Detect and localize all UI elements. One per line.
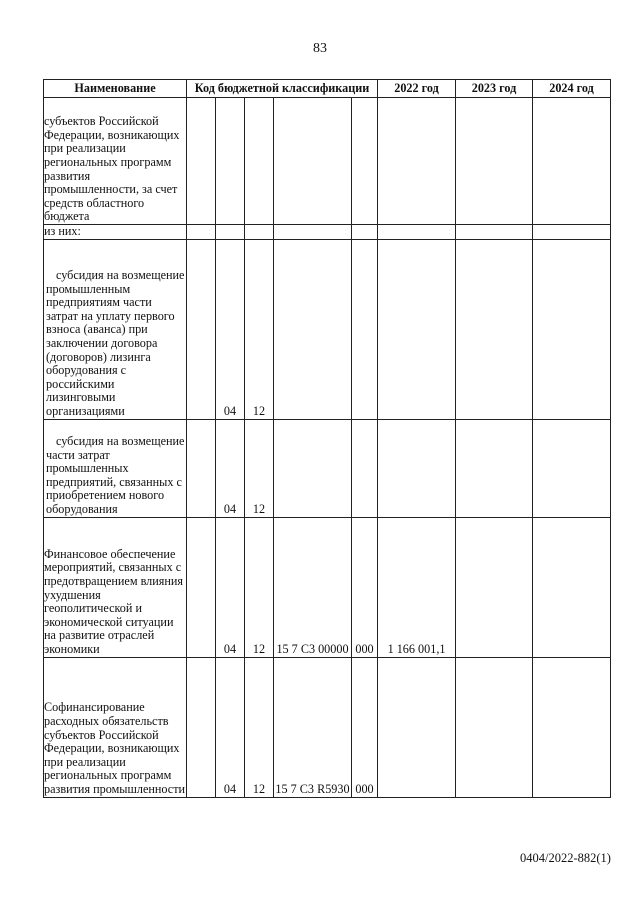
code-section: 04 (216, 239, 245, 419)
code-section (216, 225, 245, 240)
header-2024: 2024 год (533, 80, 611, 98)
value-2024 (533, 419, 611, 517)
value-2022: 1 166 001,1 (378, 517, 456, 657)
value-2022 (378, 225, 456, 240)
header-code: Код бюджетной классификации (187, 80, 378, 98)
code-section: 04 (216, 657, 245, 797)
code-target (274, 239, 352, 419)
code-target (274, 98, 352, 225)
code-target (274, 419, 352, 517)
row-name: субъектов Российской Федерации, возникающих при реализации региональных программ развития промышленности, за счет средств областного бюджета (44, 98, 187, 225)
code-subsection (245, 225, 274, 240)
row-name: Софинансирование расходных обязательств субъектов Российской Федерации, возникающих при реализации региональных программ развития промышленности (44, 657, 187, 797)
row-name: из них: (44, 225, 187, 240)
code-type (352, 239, 378, 419)
value-2023 (456, 98, 533, 225)
code-target: 15 7 С3 00000 (274, 517, 352, 657)
code-1 (187, 225, 216, 240)
row-name-text: субсидия на возмещение промышленным предприятиям части затрат на уплату первого взноса (аванса) при заключении договора (договоров) лизинга оборудования с российскими лизинговыми организациями (46, 268, 185, 418)
row-name: Финансовое обеспечение мероприятий, связанных с предотвращением влияния ухудшения геополитической и экономической ситуации на развитие отраслей экономики (44, 517, 187, 657)
value-2023 (456, 657, 533, 797)
code-subsection: 12 (245, 517, 274, 657)
value-2024 (533, 98, 611, 225)
value-2024 (533, 239, 611, 419)
code-subsection (245, 98, 274, 225)
code-target (274, 225, 352, 240)
value-2022 (378, 419, 456, 517)
code-type (352, 225, 378, 240)
code-section: 04 (216, 517, 245, 657)
code-subsection: 12 (245, 239, 274, 419)
row-name-text: субсидия на возмещение части затрат промышленных предприятий, связанных с приобретением нового оборудования (46, 434, 185, 516)
table-row (44, 225, 611, 240)
code-type (352, 419, 378, 517)
header-2022: 2022 год (378, 80, 456, 98)
value-2024 (533, 517, 611, 657)
code-1 (187, 657, 216, 797)
code-subsection: 12 (245, 419, 274, 517)
table-row (44, 517, 611, 657)
code-1 (187, 517, 216, 657)
header-name: Наименование (44, 80, 187, 98)
table-row (44, 98, 611, 225)
document-code: 0404/2022-882(1) (520, 851, 611, 865)
value-2023 (456, 225, 533, 240)
value-2022 (378, 98, 456, 225)
value-2023 (456, 419, 533, 517)
value-2024 (533, 657, 611, 797)
header-2023: 2023 год (456, 80, 533, 98)
header-row (44, 80, 611, 98)
code-1 (187, 98, 216, 225)
code-1 (187, 239, 216, 419)
code-1 (187, 419, 216, 517)
value-2023 (456, 239, 533, 419)
row-name (44, 419, 187, 517)
value-2022 (378, 239, 456, 419)
value-2023 (456, 517, 533, 657)
table-row (44, 239, 611, 419)
value-2022 (378, 657, 456, 797)
row-name (44, 239, 187, 419)
code-type: 000 (352, 657, 378, 797)
code-subsection: 12 (245, 657, 274, 797)
table-row (44, 419, 611, 517)
page-number: 83 (313, 41, 327, 56)
budget-table (43, 79, 611, 798)
code-type: 000 (352, 517, 378, 657)
table-row (44, 657, 611, 797)
value-2024 (533, 225, 611, 240)
code-section (216, 98, 245, 225)
code-target: 15 7 С3 R5930 (274, 657, 352, 797)
code-section: 04 (216, 419, 245, 517)
code-type (352, 98, 378, 225)
